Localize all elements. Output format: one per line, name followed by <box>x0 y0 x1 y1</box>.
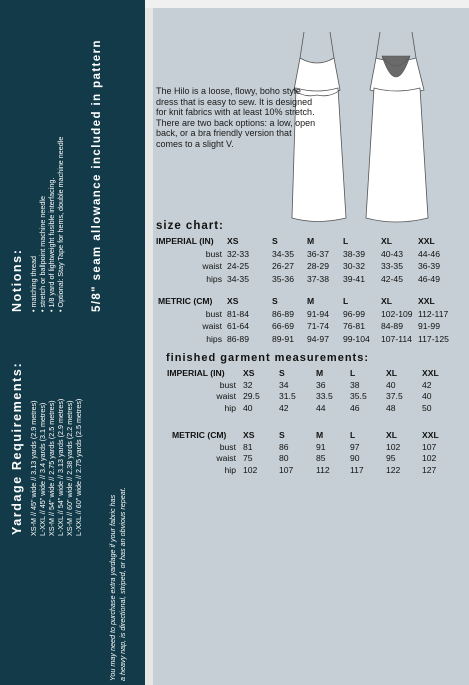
row-label: hip <box>224 464 236 475</box>
size-header: XL <box>381 296 392 306</box>
measurement-value: 86 <box>279 441 289 452</box>
imperial-label: IMPERIAL (IN) <box>156 236 214 246</box>
metric-label: METRIC (CM) <box>172 430 227 440</box>
size-header: XXL <box>422 368 439 378</box>
measurement-value: 102 <box>243 464 258 475</box>
measurement-value: 50 <box>422 402 432 413</box>
page-top-edge <box>145 0 469 8</box>
row-label: waist <box>202 321 222 331</box>
measurement-value: 85 <box>316 453 326 463</box>
measurement-value: 122 <box>386 464 401 475</box>
metric-label: METRIC (CM) <box>158 296 213 306</box>
measurement-value: 107 <box>422 441 437 452</box>
measurement-value: 81 <box>243 441 253 452</box>
measurement-value: 48 <box>386 402 396 413</box>
measurement-value: 36-39 <box>418 261 440 271</box>
yardage-line: XS-M // 54" wide // 2.75 yards (2.5 metres) <box>47 400 56 536</box>
measurement-value: 76-81 <box>343 321 365 331</box>
measurement-value: 34-35 <box>227 273 249 284</box>
size-chart-title: size chart: <box>156 220 224 232</box>
measurement-value: 86-89 <box>272 308 294 319</box>
measurement-value: 61-64 <box>227 321 249 331</box>
size-header: XXL <box>418 296 435 306</box>
row-label: bust <box>205 248 222 259</box>
size-header: S <box>272 296 278 306</box>
measurement-value: 37.5 <box>386 391 403 401</box>
measurement-value: 35-36 <box>272 273 294 284</box>
measurement-value: 26-27 <box>272 261 294 271</box>
measurement-value: 86-89 <box>227 333 249 344</box>
measurement-value: 81-84 <box>227 308 249 319</box>
notions-title: Notions: <box>10 248 24 312</box>
yardage-line: L-XXL // 45" wide // 3.4 yards (3.1 metres) <box>38 402 47 536</box>
measurement-value: 46-49 <box>418 273 440 284</box>
measurement-value: 36 <box>316 379 326 390</box>
measurement-value: 127 <box>422 464 437 475</box>
size-header: XL <box>386 430 397 440</box>
measurement-value: 117 <box>350 464 364 475</box>
yardage-note: a heavy nap, is directional, striped, or has an obvious repeat. <box>118 487 127 681</box>
measurement-value: 40 <box>422 391 432 401</box>
page-gutter <box>145 0 153 685</box>
row-label: waist <box>216 391 236 401</box>
row-label: waist <box>202 261 222 271</box>
size-header: XS <box>227 296 239 306</box>
row-label: hips <box>206 333 222 344</box>
size-header: M <box>316 368 324 378</box>
measurement-value: 30-32 <box>343 261 365 271</box>
yardage-note: You may need to purchase extra yardage if your fabric has <box>108 494 117 681</box>
measurement-value: 33.5 <box>316 391 333 401</box>
measurement-value: 38 <box>350 379 360 390</box>
measurement-value: 46 <box>350 402 360 413</box>
yardage-title: Yardage Requirements: <box>10 361 24 535</box>
measurement-value: 91-94 <box>307 308 329 319</box>
measurement-value: 99-104 <box>343 333 370 344</box>
size-header: XL <box>386 368 397 378</box>
measurement-value: 95 <box>386 453 396 463</box>
size-header: M <box>316 430 324 440</box>
measurement-value: 42-45 <box>381 273 403 284</box>
size-header: M <box>307 236 315 246</box>
dress-description: The Hilo is a loose, flowy, boho style dress that is easy to sew. It is designed for knit fabrics with at least 10% stretch. There are two back options: a low, open back, or a bra friendly version that comes to a slight V. <box>156 86 316 149</box>
notion-item: • Optional: Stay Tape for hems, double machine needle <box>56 136 65 312</box>
measurement-value: 44-46 <box>418 248 440 259</box>
measurement-value: 44 <box>316 402 326 413</box>
measurement-value: 29.5 <box>243 391 260 401</box>
yardage-line: L-XXL // 54" wide // 3.13 yards (2.9 metres) <box>56 398 65 536</box>
row-label: hip <box>224 402 236 413</box>
row-label: bust <box>205 308 222 319</box>
measurement-value: 38-39 <box>343 248 365 259</box>
measurement-value: 28-29 <box>307 261 329 271</box>
measurement-value: 37-38 <box>307 273 329 284</box>
rotated-sidebar-text <box>0 0 145 685</box>
measurement-value: 34 <box>279 379 289 390</box>
measurement-value: 35.5 <box>350 391 367 401</box>
measurement-value: 66-69 <box>272 321 294 331</box>
size-header: S <box>279 430 285 440</box>
imperial-label: IMPERIAL (IN) <box>167 368 225 378</box>
measurement-value: 90 <box>350 453 360 463</box>
measurement-value: 40-43 <box>381 248 403 259</box>
size-header: S <box>272 236 278 246</box>
requirements-sidebar <box>0 0 145 685</box>
size-header: M <box>307 296 315 306</box>
measurement-value: 42 <box>279 402 289 413</box>
measurement-value: 36-37 <box>307 248 329 259</box>
measurement-value: 75 <box>243 453 253 463</box>
size-header: S <box>279 368 285 378</box>
size-header: L <box>350 368 356 378</box>
yardage-line: XS-M // 60" wide // 2.38 yards (2.2 metres) <box>65 400 74 536</box>
measurement-value: 80 <box>279 453 289 463</box>
notion-item: • matching thread <box>29 255 38 312</box>
measurement-value: 112 <box>316 464 330 475</box>
measurement-value: 117-125 <box>418 333 449 344</box>
yardage-line: XS-M // 45" wide // 3.13 yards (2.9 metres) <box>29 400 38 536</box>
measurement-value: 42 <box>422 379 432 390</box>
measurement-value: 31.5 <box>279 391 296 401</box>
yardage-line: L-XXL // 60" wide // 2.75 yards (2.5 metres) <box>74 398 83 536</box>
measurement-value: 107-114 <box>381 333 412 344</box>
size-header: L <box>343 296 349 306</box>
measurement-value: 96-99 <box>343 308 365 319</box>
measurement-value: 102-109 <box>381 308 413 319</box>
row-label: hips <box>206 273 222 284</box>
measurement-value: 102 <box>422 453 437 463</box>
measurement-value: 112-117 <box>418 308 449 319</box>
measurement-value: 40 <box>243 402 253 413</box>
notion-item: • stretch or ballpoint machine needle <box>38 196 47 312</box>
measurement-value: 71-74 <box>307 321 329 331</box>
notion-item: • 1/8 yard of lightweight fusible interfacing. <box>47 177 56 312</box>
measurement-value: 34-35 <box>272 248 294 259</box>
measurement-value: 102 <box>386 441 401 452</box>
measurement-value: 97 <box>350 441 360 452</box>
row-label: waist <box>216 453 236 463</box>
measurement-value: 40 <box>386 379 396 390</box>
measurement-value: 32 <box>243 379 253 390</box>
size-header: L <box>350 430 356 440</box>
measurement-value: 91-99 <box>418 321 440 331</box>
size-header: XS <box>227 236 239 246</box>
measurement-value: 107 <box>279 464 294 475</box>
seam-allowance-text: 5/8" seam allowance included in pattern <box>91 39 103 312</box>
size-header: XS <box>243 430 255 440</box>
finished-measurements-title: finished garment measurements: <box>166 352 369 364</box>
measurement-value: 39-41 <box>343 273 365 284</box>
row-label: bust <box>219 441 236 452</box>
measurement-value: 33-35 <box>381 261 403 271</box>
measurement-value: 91 <box>316 441 326 452</box>
measurement-value: 89-91 <box>272 333 294 344</box>
size-header: L <box>343 236 349 246</box>
measurement-value: 24-25 <box>227 261 249 271</box>
measurement-value: 94-97 <box>307 333 329 344</box>
row-label: bust <box>219 379 236 390</box>
size-header: XXL <box>422 430 439 440</box>
size-header: XL <box>381 236 392 246</box>
measurement-value: 32-33 <box>227 248 249 259</box>
measurement-value: 84-89 <box>381 321 403 331</box>
size-header: XXL <box>418 236 435 246</box>
size-header: XS <box>243 368 255 378</box>
